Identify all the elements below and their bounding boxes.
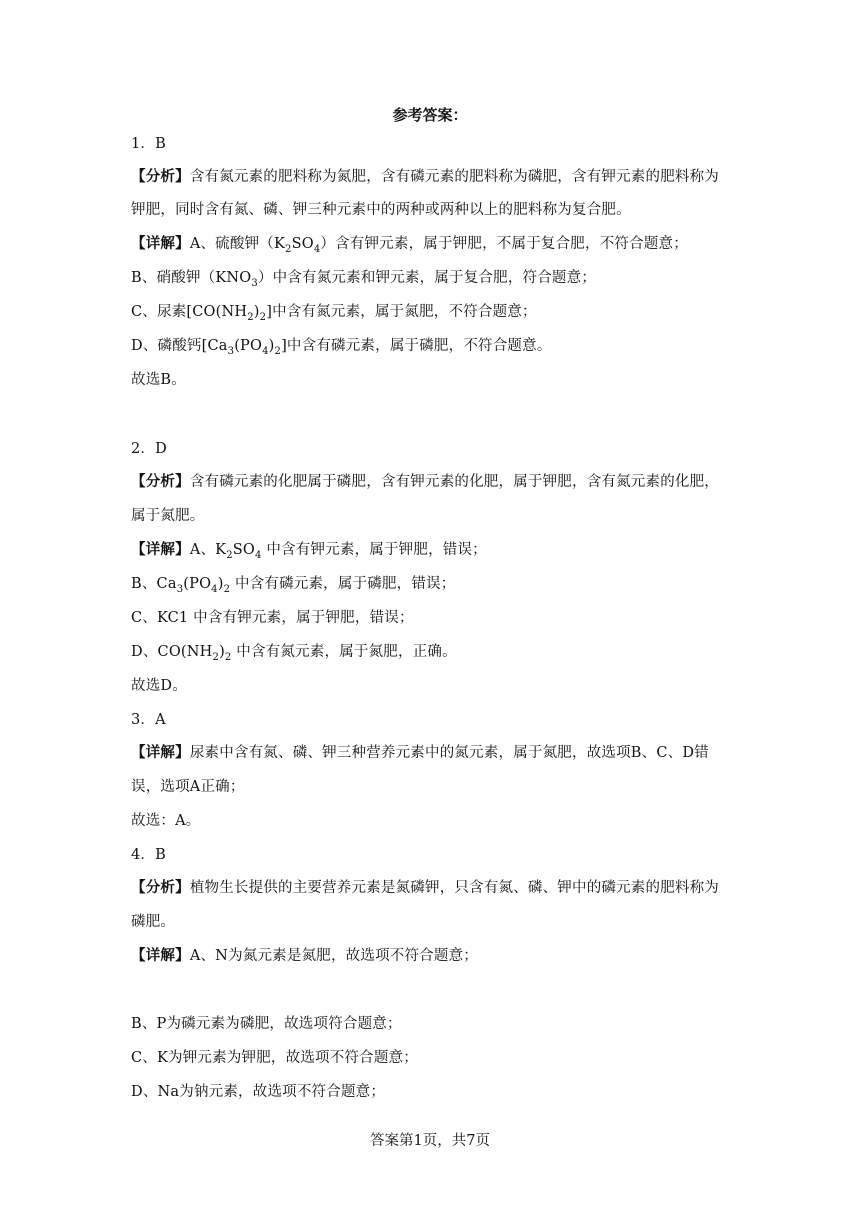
q1-analysis-line1 — [131, 166, 731, 188]
q1-a-text: SO — [291, 236, 314, 252]
q4-detail-c: C、K为钾元素为钾肥，故选项不符合题意； — [131, 1050, 418, 1066]
q2-detail-c: C、KC1 中含有钾元素，属于钾肥，错误； — [131, 610, 414, 626]
q2-detail-d — [131, 641, 731, 663]
q1-number: 1．B — [131, 136, 166, 152]
q2-a-text: 中含有钾元素，属于钾肥，错误； — [261, 542, 487, 558]
subscript: 3 — [251, 277, 258, 289]
detail-tag: 【详解】 — [131, 542, 190, 558]
subscript: 2 — [285, 243, 292, 255]
q1-a-text: A、硫酸钾（K — [189, 236, 286, 252]
q1-detail-c — [131, 301, 731, 323]
subscript: 2 — [259, 311, 267, 323]
q2-b-text: 中含有磷元素，属于磷肥，错误； — [230, 576, 456, 592]
page-footer: 答案第1页，共7页 — [370, 1133, 490, 1149]
subscript: 4 — [262, 345, 269, 357]
analysis-tag: 【分析】 — [131, 169, 190, 185]
q2-d-text: ) — [219, 644, 225, 660]
q1-d-text: D、磷酸钙[Ca — [131, 338, 228, 354]
q4-a-text: A、N为氮元素是氮肥，故选项不符合题意； — [189, 948, 478, 964]
q3-conclusion: 故选：A。 — [131, 813, 201, 829]
q1-d-text: (PO — [234, 338, 263, 354]
q2-analysis-text1: 含有磷元素的化肥属于磷肥，含有钾元素的化肥，属于钾肥，含有氮元素的化肥， — [189, 474, 720, 490]
page-title: 参考答案： — [392, 106, 468, 124]
q1-d-text: ]中含有磷元素，属于磷肥，不符合题意。 — [281, 338, 552, 354]
detail-tag: 【详解】 — [131, 948, 190, 964]
subscript: 2 — [247, 311, 254, 323]
q2-a-text: A、K — [189, 542, 227, 558]
q1-detail-b — [131, 267, 731, 289]
q2-b-text: B、Ca — [131, 576, 177, 592]
q2-b-text: (PO — [183, 576, 212, 592]
q1-analysis-text1: 含有氮元素的肥料称为氮肥，含有磷元素的肥料称为磷肥，含有钾元素的肥料称为 — [189, 169, 720, 185]
q4-number: 4．B — [131, 847, 166, 863]
q4-analysis-text1: 植物生长提供的主要营养元素是氮磷钾，只含有氮、磷、钾中的磷元素的肥料称为 — [189, 880, 720, 896]
q3-detail-line2: 误，选项A正确； — [131, 779, 245, 795]
analysis-tag: 【分析】 — [131, 880, 190, 896]
subscript: 2 — [212, 651, 220, 663]
subscript: 4 — [211, 583, 218, 595]
detail-tag: 【详解】 — [131, 236, 190, 252]
subscript: 4 — [313, 243, 321, 255]
q1-conclusion: 故选B。 — [131, 372, 186, 388]
q2-analysis-line1 — [131, 471, 731, 493]
q2-a-text: SO — [232, 542, 256, 558]
q2-conclusion: 故选D。 — [131, 678, 187, 694]
subscript: 3 — [176, 583, 184, 595]
subscript: 4 — [255, 549, 262, 561]
q1-detail-a — [131, 233, 731, 255]
subscript: 2 — [274, 345, 282, 357]
subscript: 3 — [227, 345, 235, 357]
q4-analysis-line2: 磷肥。 — [131, 914, 176, 930]
q3-number: 3．A — [131, 712, 166, 728]
q2-detail-b — [131, 573, 731, 595]
q4-detail-d: D、Na为钠元素，故选项不符合题意； — [131, 1084, 386, 1100]
q1-c-text: ]中含有氮元素，属于氮肥，不符合题意； — [266, 304, 537, 320]
q1-b-text: B、硝酸钾（KNO — [131, 270, 252, 286]
q3-detail-line1 — [131, 742, 731, 764]
q1-b-text: ）中含有氮元素和钾元素，属于复合肥，符合题意； — [257, 270, 597, 286]
analysis-tag: 【分析】 — [131, 474, 190, 490]
q2-d-text: 中含有氮元素，属于氮肥，正确。 — [231, 644, 457, 660]
q4-detail-b: B、P为磷元素为磷肥，故选项符合题意； — [131, 1016, 402, 1032]
q2-detail-a — [131, 539, 731, 561]
q2-analysis-line2: 属于氮肥。 — [131, 508, 205, 524]
subscript: 2 — [226, 549, 233, 561]
detail-tag: 【详解】 — [131, 745, 190, 761]
q4-detail-a — [131, 945, 731, 967]
q1-c-text: ) — [253, 304, 260, 320]
subscript: 2 — [223, 583, 231, 595]
q3-detail-text1: 尿素中含有氮、磷、钾三种营养元素中的氮元素，属于氮肥，故选项B、C、D错 — [189, 745, 709, 761]
q1-analysis-line2: 钾肥，同时含有氮、磷、钾三种元素中的两种或两种以上的肥料称为复合肥。 — [131, 202, 631, 218]
q1-a-text: ）含有钾元素，属于钾肥，不属于复合肥，不符合题意； — [320, 236, 688, 252]
q1-detail-d — [131, 335, 731, 357]
q2-b-text: ) — [217, 576, 224, 592]
q1-d-text: ) — [268, 338, 275, 354]
q2-d-text: D、CO(NH — [131, 644, 213, 660]
subscript: 2 — [224, 651, 232, 663]
q4-analysis-line1 — [131, 877, 731, 899]
q1-c-text: C、尿素[CO(NH — [131, 304, 248, 320]
q2-number: 2．D — [131, 441, 167, 457]
